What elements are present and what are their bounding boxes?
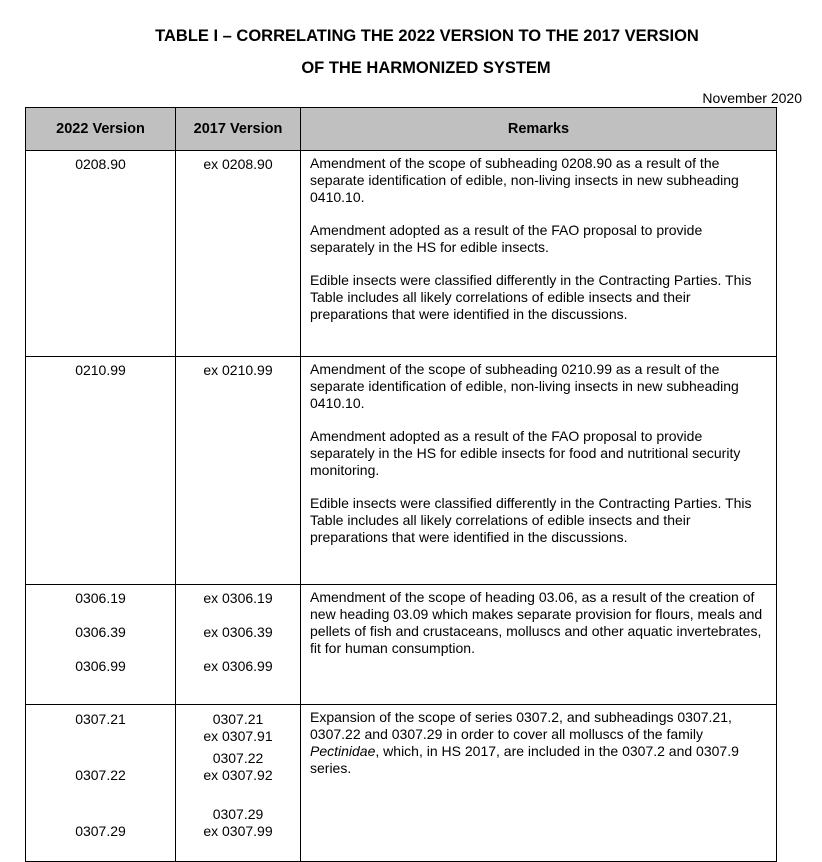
header-2017-version: 2017 Version — [176, 108, 301, 151]
hs-code: 0306.39 — [75, 624, 126, 640]
hs-code: 0210.99 — [75, 362, 126, 378]
hs-code: 0307.22 — [212, 750, 264, 766]
hs-code: ex 0210.99 — [203, 362, 273, 378]
hs-code-group — [180, 806, 296, 840]
cell-2017-version — [176, 705, 301, 862]
remark-paragraph: Amendment of the scope of subheading 0210.99 as a result of the separate identification of edible, non-living insects in new subheading 0410.10. — [310, 361, 739, 411]
cell-2022-version — [26, 357, 176, 585]
hs-code: ex 0208.90 — [203, 156, 273, 172]
cell-remarks — [301, 705, 777, 862]
hs-code-group — [180, 750, 296, 784]
hs-code: ex 0306.19 — [203, 590, 273, 606]
table-row — [26, 585, 777, 705]
cell-2022-version — [26, 151, 176, 357]
hs-code: ex 0307.99 — [203, 823, 273, 839]
cell-2017-version — [176, 151, 301, 357]
hs-code: 0307.21 — [75, 711, 126, 727]
cell-remarks — [301, 585, 777, 705]
hs-code: ex 0307.91 — [203, 728, 273, 744]
document-title-line-1: TABLE I – CORRELATING THE 2022 VERSION TO THE 2017 VERSION — [155, 27, 699, 45]
remark-paragraph: Amendment of the scope of heading 03.06, as a result of the creation of new heading 03.09 which makes separate provision for flours, meals and pellets of fish and crustaceans, molluscs and other aquatic invertebrates, fit for human consumption. — [310, 589, 763, 656]
cell-2022-version — [26, 705, 176, 862]
hs-code: 0307.21 — [212, 711, 264, 727]
hs-code: 0307.29 — [212, 806, 264, 822]
cell-2017-version — [176, 357, 301, 585]
hs-code: 0307.29 — [75, 823, 126, 839]
table-row — [26, 357, 777, 585]
hs-code: 0306.19 — [75, 590, 126, 606]
hs-code: ex 0306.99 — [203, 658, 273, 674]
correlation-table — [25, 107, 777, 862]
remark-paragraph: Amendment of the scope of subheading 0208.90 as a result of the separate identification of edible, non-living insects in new subheading 0410.10. — [310, 155, 739, 205]
document-date: November 2020 — [702, 90, 802, 106]
cell-2017-version — [176, 585, 301, 705]
table-row — [26, 151, 777, 357]
remark-italic-term: Pectinidae — [310, 743, 376, 759]
header-2022-version: 2022 Version — [26, 108, 176, 151]
cell-remarks — [301, 151, 777, 357]
remark-paragraph — [310, 709, 770, 777]
remark-text: Expansion of the scope of series 0307.2, and subheadings 0307.21, 0307.22 and 0307.29 in order to cover all molluscs of the family — [310, 709, 732, 742]
hs-code-group — [180, 711, 296, 745]
header-remarks: Remarks — [301, 108, 777, 151]
remark-text: , which, in HS 2017, are included in the 0307.2 and 0307.9 series. — [310, 743, 739, 776]
hs-code: 0208.90 — [75, 156, 126, 172]
table-row — [26, 705, 777, 862]
cell-2022-version — [26, 585, 176, 705]
table-header-row — [26, 108, 777, 151]
remark-paragraph: Edible insects were classified differently in the Contracting Parties. This Table includes all likely correlations of edible insects and their preparations that were identified in the discussions. — [310, 272, 752, 322]
cell-remarks — [301, 357, 777, 585]
hs-code: 0307.22 — [75, 767, 126, 783]
hs-code: ex 0306.39 — [203, 624, 273, 640]
remark-paragraph: Amendment adopted as a result of the FAO proposal to provide separately in the HS for edible insects for food and nutritional security monitoring. — [310, 428, 741, 478]
hs-code: ex 0307.92 — [203, 767, 273, 783]
hs-code: 0306.99 — [75, 658, 126, 674]
remark-paragraph: Edible insects were classified differently in the Contracting Parties. This Table includes all likely correlations of edible insects and their preparations that were identified in the discussions. — [310, 495, 752, 545]
document-title-line-2: OF THE HARMONIZED SYSTEM — [301, 59, 551, 77]
remark-paragraph: Amendment adopted as a result of the FAO proposal to provide separately in the HS for edible insects. — [310, 222, 703, 255]
